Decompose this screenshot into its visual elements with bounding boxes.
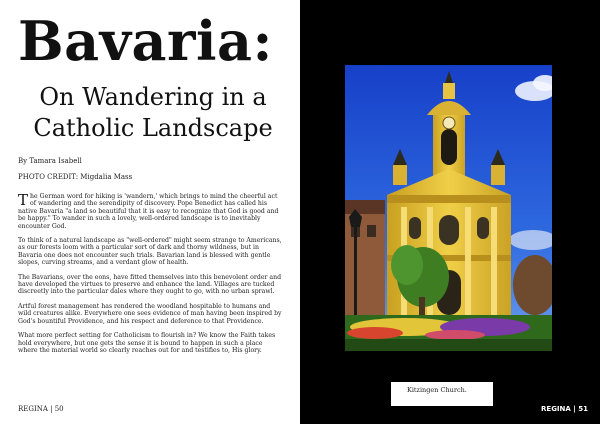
paragraph-5: What more perfect setting for Catholicism to flourish in? We know the Faith takes hold everywhere, but one gets the sense it is bound to happen in such a place where the material world so clearly reaches out for and testifies to, His glory. xyxy=(18,332,276,354)
photo-caption: Kitzingen Church. xyxy=(407,386,467,394)
drop-cap: T xyxy=(18,191,29,209)
paragraph-3: The Bavarians, over the eons, have fitted themselves into this benevolent order and have developed the virtues to preserve and enhance the land. Villages are tucked discreetly into the particular dales where they ought to go, with no urban sprawl. xyxy=(18,273,282,296)
article-subtitle: On Wandering in a Catholic Landscape xyxy=(33,83,273,142)
right-page xyxy=(300,0,600,424)
caption-box xyxy=(391,382,493,406)
page-number-left: REGINA | 50 xyxy=(18,405,64,413)
byline: By Tamara Isabell xyxy=(18,157,82,165)
paragraph-1-text: he German word for hiking is 'wandern,' which brings to mind the cheerful act of wandering and the serendipity of discovery. Pope Benedict has called his native Bavaria "a land so beautiful that it is easy to recognize that God is good and be happy." To wander in such a lovely, well-ordered landscape is to inevitably encounter God. xyxy=(18,193,279,230)
article-body xyxy=(18,193,282,361)
photo-credit: PHOTO CREDIT: Migdalia Mass xyxy=(18,173,133,181)
paragraph-2: To think of a natural landscape as "well-ordered" might seem strange to Americans, as our forests loom with a particular sort of dark and thorny wildness, but in Bavaria one does not encounter such trials. Bavarian land is blessed with gentle slopes, curving streams, and a verdant glow of health. xyxy=(18,237,282,267)
church-photo xyxy=(345,65,552,351)
paragraph-1 xyxy=(18,193,282,230)
page-number-right: REGINA | 51 xyxy=(541,405,588,413)
paragraph-4: Artful forest management has rendered the woodland hospitable to humans and wild creatures alike. Everywhere one sees evidence of man having been inspired by God's bountiful Providence, and his respect and deference to that Providence. xyxy=(18,302,282,325)
article-title: Bavaria: xyxy=(18,9,273,73)
